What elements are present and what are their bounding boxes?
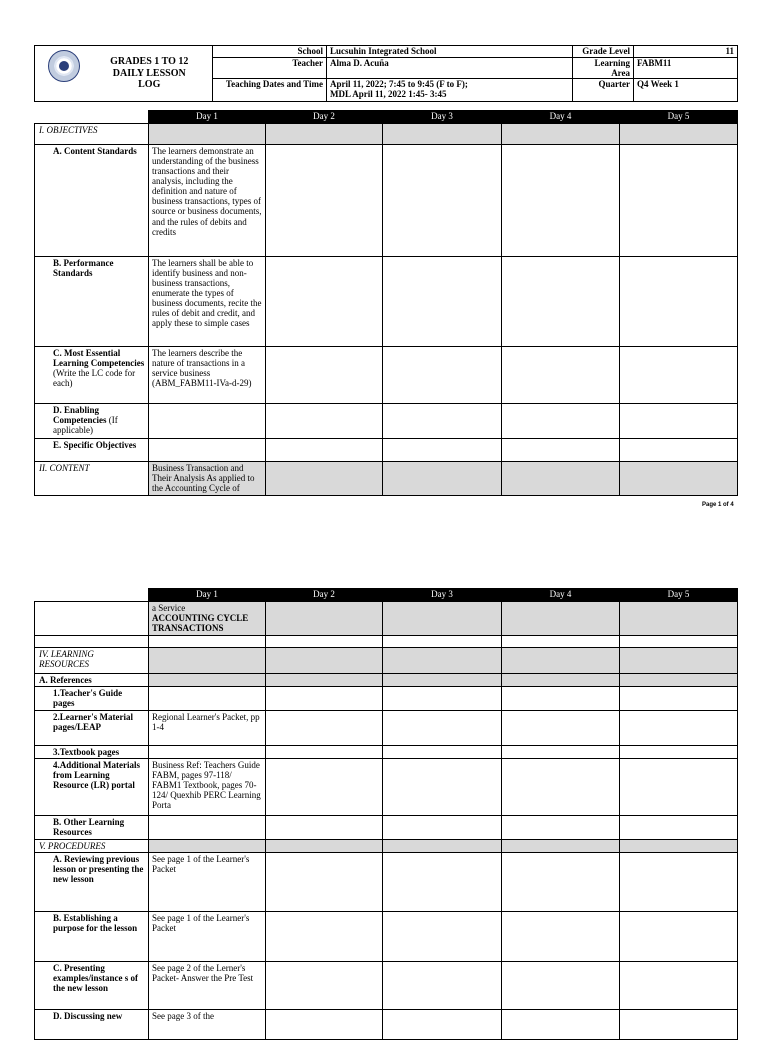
additional-materials-text: Business Ref: Teachers Guide FABM, pages 97-118/ FABM1 Textbook, pages 70-124/ Quexhib PERC Learning Porta [149, 759, 266, 816]
document-title: GRADES 1 TO 12 DAILY LESSON LOG [87, 46, 213, 102]
content-text: Business Transaction and Their Analysis As applied to the Accounting Cycle of [149, 462, 266, 496]
school-label: School [213, 46, 327, 58]
objectives-table [34, 110, 738, 496]
learning-area-value: FABM11 [634, 58, 738, 79]
quarter-label: Quarter [573, 79, 634, 102]
references-label: A. References [35, 674, 149, 687]
content-continued: a Service ACCOUNTING CYCLE TRANSACTIONS [149, 602, 266, 636]
teacher-label: Teacher [213, 58, 327, 79]
objectives-heading: I. OBJECTIVES [35, 124, 149, 145]
teachers-guide-label: 1.Teacher's Guide pages [35, 687, 149, 711]
additional-materials-label: 4.Additional Materials from Learning Resource (LR) portal [35, 759, 149, 816]
presenting-examples-label: C. Presenting examples/instance s of the new lesson [35, 962, 149, 1010]
day-header: Day 1 [149, 589, 266, 602]
textbook-pages-label: 3.Textbook pages [35, 746, 149, 759]
day-header: Day 2 [266, 111, 383, 124]
corner-cell [35, 111, 149, 124]
school-value: Lucsuhin Integrated School [327, 46, 573, 58]
day-header: Day 5 [620, 589, 738, 602]
learners-material-text: Regional Learner's Packet, pp 1-4 [149, 711, 266, 746]
content-standards-label: A. Content Standards [35, 145, 149, 257]
logo-cell [35, 46, 87, 102]
grade-level-label: Grade Level [573, 46, 634, 58]
content-standards-text: The learners demonstrate an understanding of the business transactions and their analysis, including the definition and nature of business transactions, types of source or business documents, and the rules of debits and credits [149, 145, 266, 257]
discussing-new-text: See page 3 of the [149, 1010, 266, 1040]
resources-procedures-table [34, 588, 738, 1040]
day-header: Day 2 [266, 589, 383, 602]
learners-material-label: 2.Learner's Material pages/LEAP [35, 711, 149, 746]
melc-text: The learners describe the nature of transactions in a service business (ABM_FABM11-IVa-d-29) [149, 347, 266, 404]
day-header: Day 3 [383, 111, 502, 124]
grade-level-value: 11 [634, 46, 738, 58]
establishing-purpose-text: See page 1 of the Learner's Packet [149, 912, 266, 962]
quarter-value: Q4 Week 1 [634, 79, 738, 102]
procedures-heading: V. PROCEDURES [35, 840, 149, 853]
learning-resources-heading: IV. LEARNING RESOURCES [35, 648, 149, 674]
deped-seal-logo [48, 50, 80, 82]
day-header: Day 1 [149, 111, 266, 124]
reviewing-lesson-text: See page 1 of the Learner's Packet [149, 853, 266, 912]
content-heading: II. CONTENT [35, 462, 149, 496]
lesson-log-header [34, 45, 738, 102]
presenting-examples-text: See page 2 of the Lerner's Packet- Answer the Pre Test [149, 962, 266, 1010]
performance-standards-text: The learners shall be able to identify business and non-business transactions, enumerate the types of business documents, recite the rules of debit and credit, and apply these to simple cases [149, 257, 266, 347]
performance-standards-label: B. Performance Standards [35, 257, 149, 347]
day-header: Day 5 [620, 111, 738, 124]
day-header: Day 3 [383, 589, 502, 602]
teacher-value: Alma D. Acuña [327, 58, 573, 79]
day-header: Day 4 [502, 589, 620, 602]
learning-area-label: Learning Area [573, 58, 634, 79]
enabling-competencies-label: D. Enabling Competencies (If applicable) [35, 404, 149, 439]
teaching-dates-label: Teaching Dates and Time [213, 79, 327, 102]
discussing-new-label: D. Discussing new [35, 1010, 149, 1040]
day-header: Day 4 [502, 111, 620, 124]
melc-label: C. Most Essential Learning Competencies (Write the LC code for each) [35, 347, 149, 404]
specific-objectives-label: E. Specific Objectives [35, 439, 149, 462]
teaching-dates-value: April 11, 2022; 7:45 to 9:45 (F to F); MDL April 11, 2022 1:45- 3:45 [327, 79, 573, 102]
corner-cell [35, 589, 149, 602]
other-resources-label: B. Other Learning Resources [35, 816, 149, 840]
reviewing-lesson-label: A. Reviewing previous lesson or presenting the new lesson [35, 853, 149, 912]
establishing-purpose-label: B. Establishing a purpose for the lesson [35, 912, 149, 962]
page-number: Page 1 of 4 [702, 502, 734, 508]
